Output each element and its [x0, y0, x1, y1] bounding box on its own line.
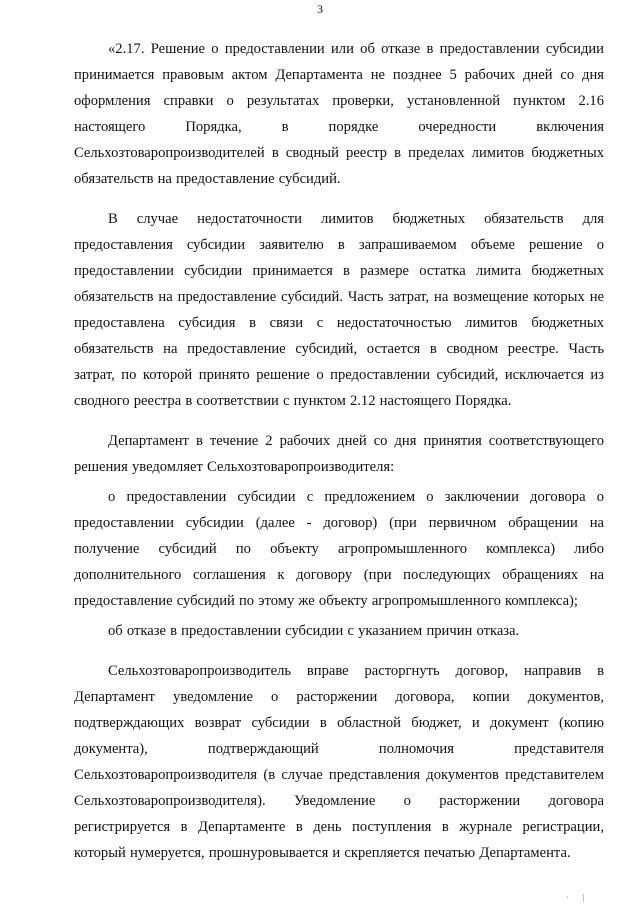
paragraph-refusal: об отказе в предоставлении субсидии с указанием причин отказа. [108, 623, 520, 639]
paragraph-decision: «2.17. Решение о предоставлении или об отказе в предоставлении субсидии принимается правовым актом Департамента не позднее 5 рабочих дней со дня оформления справки о результатах проверки, установленной пунктом 2.16 настоящего Порядка, в порядке очередности включения Сельхозтоваропроизводителей в сводный реестр в пределах лимитов бюджетных обязательств на предоставление субсидий. [74, 41, 604, 187]
page-number: 3 [317, 2, 323, 16]
paragraph-contract-termination: Сельхозтоваропроизводитель вправе расторгнуть договор, направив в Департамент уведомление о расторжении договора, копии документов, подтверждающих возврат субсидии в областной бюджет, и документ (копию документа), подтверждающий полномочия представителя Сельхозтоваропроизводителя (в случае представления документов представителем Сельхозтоваропроизводителя). Уведомление о расторжении договора регистрируется в Департаменте в день поступления в журнале регистрации, который нумеруется, прошнуровывается и скрепляется печатью Департамента. [74, 663, 604, 861]
paragraph-insufficient-limits: В случае недостаточности лимитов бюджетных обязательств для предоставления субсидии заявителю в запрашиваемом объеме решение о предоставлении субсидии принимается в размере остатка лимита бюджетных обязательств на предоставление субсидий. Часть затрат, на возмещение которых не предоставлена субсидия в связи с недостаточностью лимитов бюджетных обязательств на предоставление субсидий, остается в сводном реестре. Часть затрат, по которой принято решение о предоставлении субсидий, исключается из сводного реестра в соответствии с пунктом 2.12 настоящего Порядка. [74, 211, 604, 409]
document-body [74, 36, 604, 866]
scan-marks: ·| [566, 893, 599, 902]
paragraph-grant-offer: о предоставлении субсидии с предложением о заключении договора о предоставлении субсидии (далее - договор) (при первичном обращении на получение субсидий по объекту агропромышленного комплекса) либо дополнительного соглашения к договору (при последующих обращениях на предоставление субсидий по этому же объекту агропромышленного комплекса); [74, 489, 604, 609]
paragraph-notification: Департамент в течение 2 рабочих дней со дня принятия соответствующего решения уведомляет Сельхозтоваропроизводителя: [74, 433, 604, 475]
